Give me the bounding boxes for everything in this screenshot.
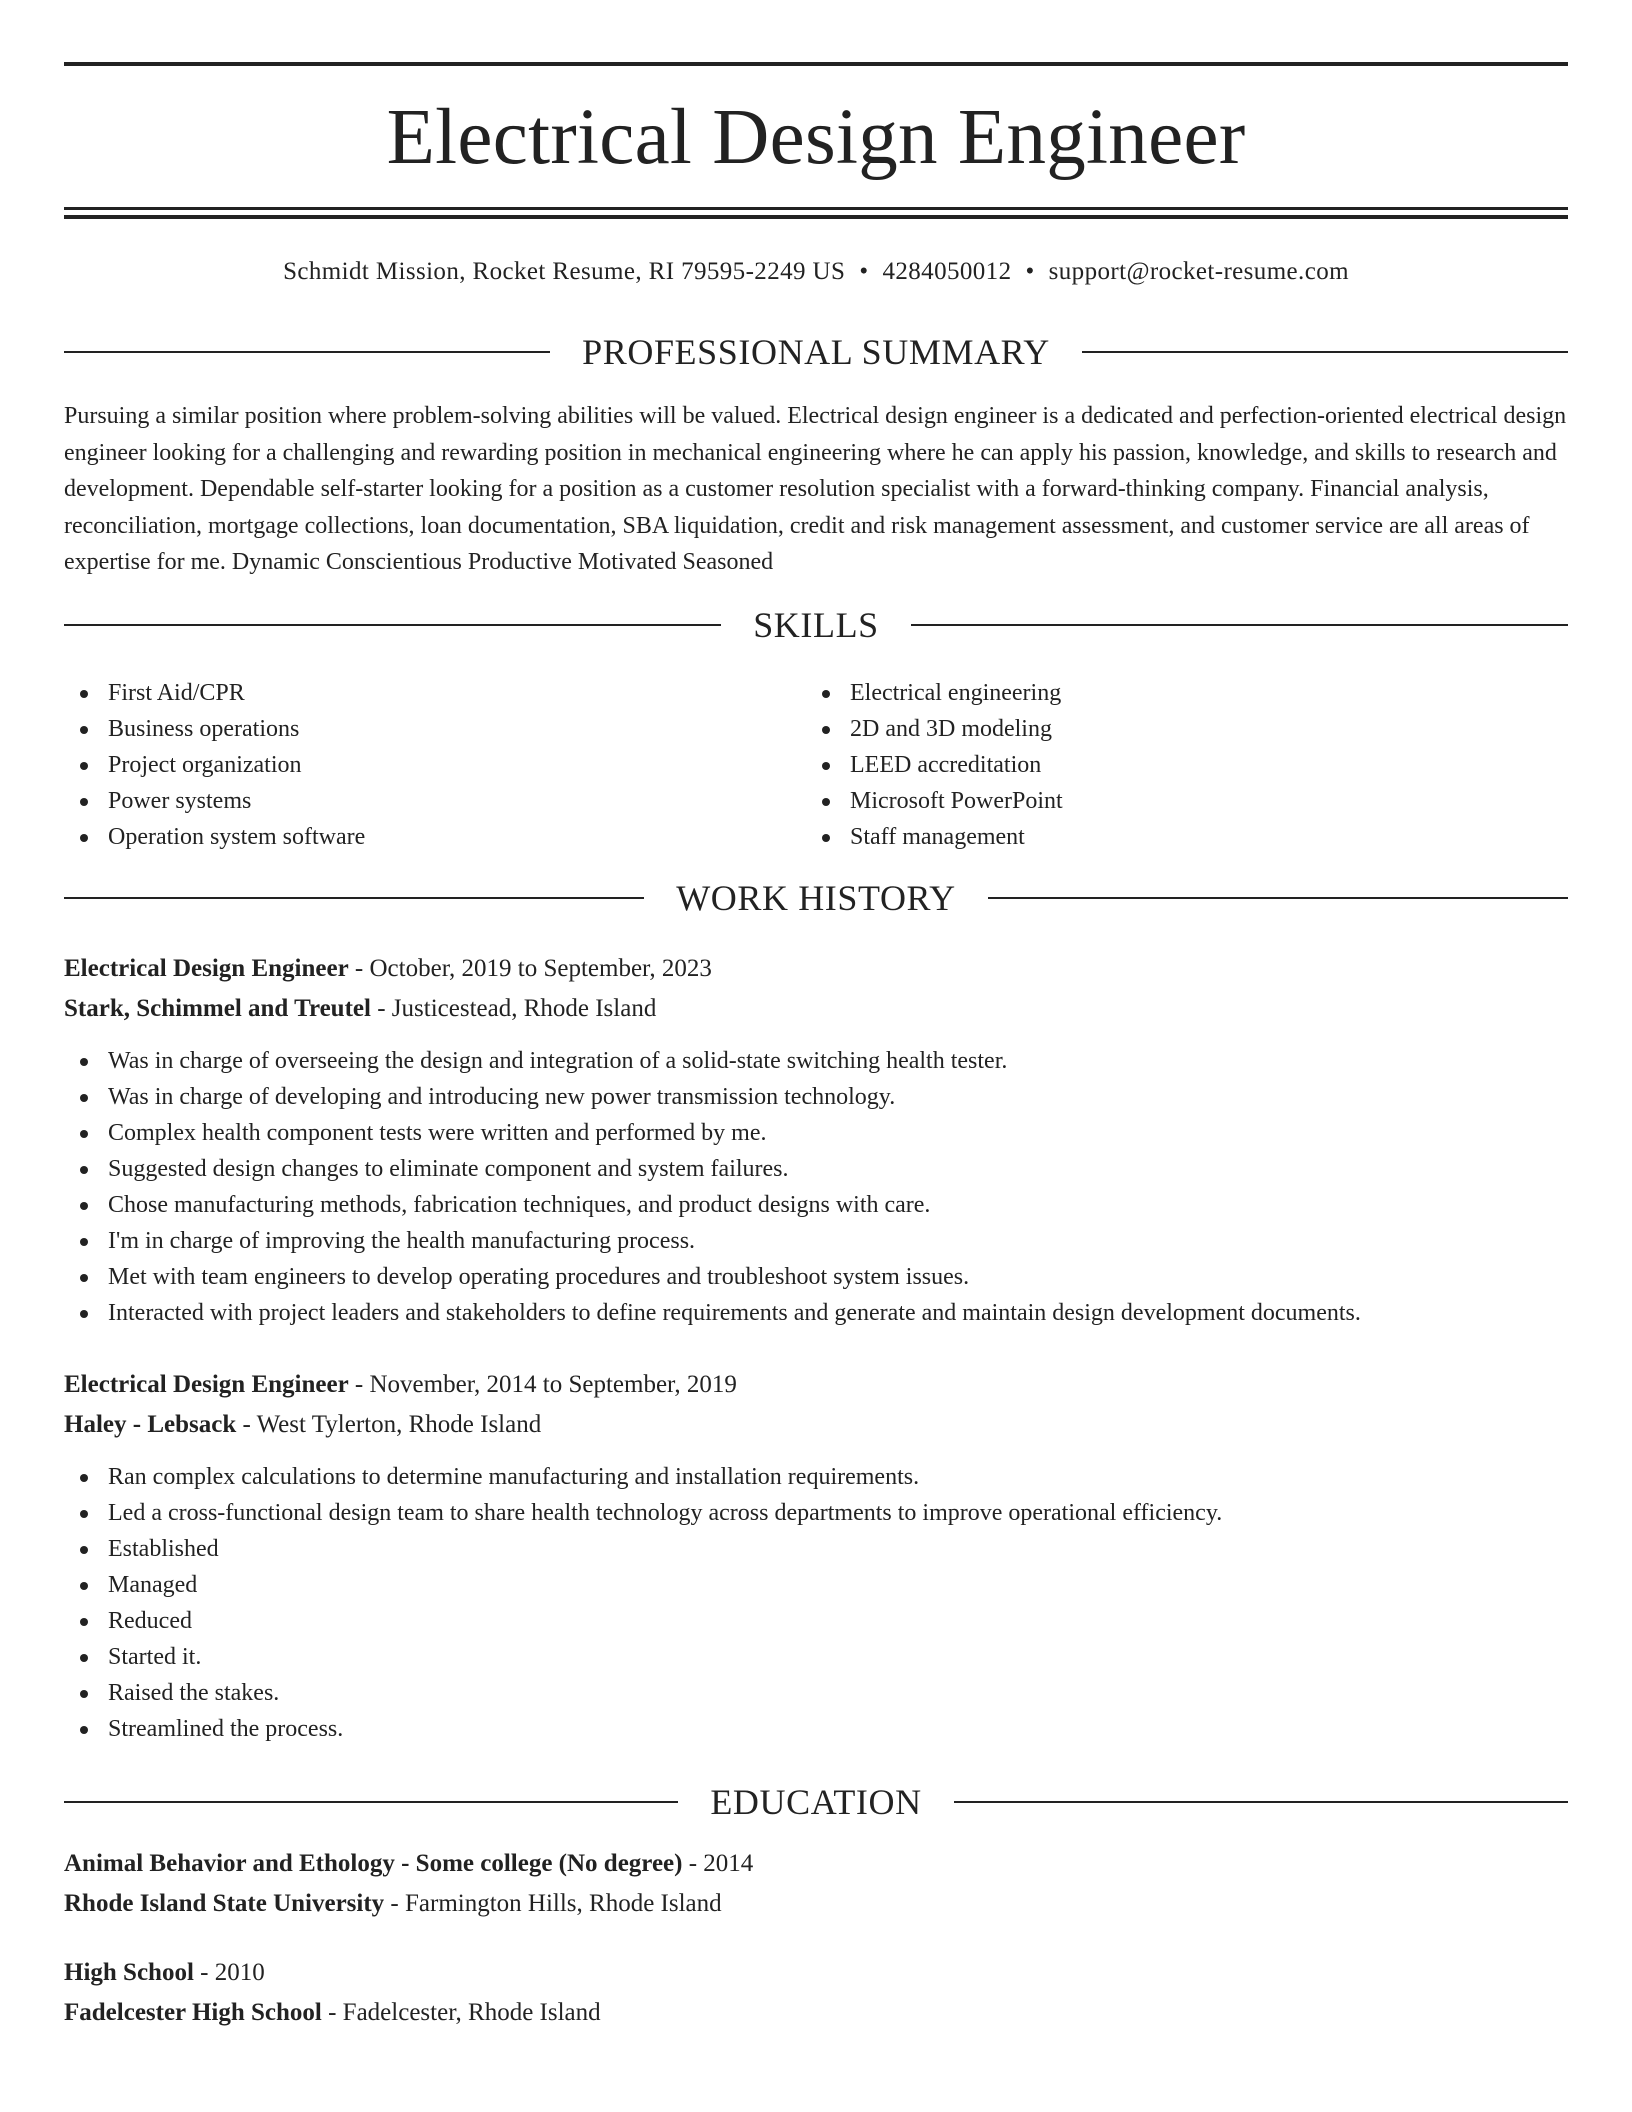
skill-item: Electrical engineering [806, 675, 1506, 711]
job-bullet: Was in charge of overseeing the design and integration of a solid-state switching health tester. [64, 1043, 1568, 1079]
heading-rule [1082, 351, 1568, 353]
skill-item: Power systems [64, 783, 764, 819]
education-location: - Fadelcester, Rhode Island [321, 1999, 601, 2026]
job-bullet: Suggested design changes to eliminate component and system failures. [64, 1151, 1568, 1187]
job-bullet: Raised the stakes. [64, 1675, 1568, 1711]
education-school: Fadelcester High School [64, 1999, 322, 2026]
job-title: Electrical Design Engineer [64, 955, 349, 982]
section-title: PROFESSIONAL SUMMARY [582, 332, 1050, 372]
section-heading-summary [64, 330, 1568, 374]
job-company: Stark, Schimmel and Treutel [64, 995, 371, 1022]
skill-item: Business operations [64, 711, 764, 747]
job-bullet: Interacted with project leaders and stakeholders to define requirements and generate and maintain design development documents. [64, 1295, 1568, 1331]
job-bullet: Streamlined the process. [64, 1711, 1568, 1747]
resume-title: Electrical Design Engineer [386, 94, 1246, 181]
title-underline [64, 207, 1568, 210]
heading-rule [64, 351, 550, 353]
job-location: - Justicestead, Rhode Island [370, 995, 657, 1022]
skill-item: Operation system software [64, 819, 764, 855]
contact-separator: • [1025, 258, 1035, 285]
job-title: Electrical Design Engineer [64, 1371, 349, 1398]
heading-rule [64, 1801, 678, 1803]
contact-address: Schmidt Mission, Rocket Resume, RI 79595-2249 US [283, 258, 846, 285]
education-year: - 2010 [193, 1959, 265, 1986]
heading-rule [988, 897, 1568, 899]
job-title-line [64, 949, 1568, 989]
job-bullet: Complex health component tests were written and performed by me. [64, 1115, 1568, 1151]
skill-item: Project organization [64, 747, 764, 783]
skill-item: LEED accreditation [806, 747, 1506, 783]
job-company-line [64, 989, 1568, 1029]
section-heading-skills [64, 603, 1568, 647]
education-degree-line [64, 1844, 1568, 1884]
education-year: - 2014 [682, 1850, 754, 1877]
section-heading-work-history [64, 876, 1568, 920]
job-company: Haley - Lebsack [64, 1411, 237, 1438]
section-title: EDUCATION [710, 1782, 922, 1822]
section-heading-education [64, 1780, 1568, 1824]
job-bullet: Was in charge of developing and introducing new power transmission technology. [64, 1079, 1568, 1115]
job-bullet: Ran complex calculations to determine manufacturing and installation requirements. [64, 1459, 1568, 1495]
job-bullet: I'm in charge of improving the health manufacturing process. [64, 1223, 1568, 1259]
heading-rule [954, 1801, 1568, 1803]
skill-item: First Aid/CPR [64, 675, 764, 711]
contact-phone: 4284050012 [882, 258, 1012, 285]
job-bullet: Met with team engineers to develop operating procedures and troubleshoot system issues. [64, 1259, 1568, 1295]
heading-rule [64, 624, 721, 626]
education-location: - Farmington Hills, Rhode Island [384, 1890, 722, 1917]
section-title: SKILLS [753, 605, 879, 645]
job-dates: - November, 2014 to September, 2019 [348, 1371, 737, 1398]
job-bullet: Started it. [64, 1639, 1568, 1675]
job-location: - West Tylerton, Rhode Island [236, 1411, 542, 1438]
education-school-line [64, 1884, 1568, 1924]
job-bullet: Managed [64, 1567, 1568, 1603]
skills-list-left [64, 675, 764, 855]
section-title: WORK HISTORY [676, 878, 956, 918]
contact-separator: • [859, 258, 869, 285]
skills-list-right [806, 675, 1506, 855]
job-bullet: Led a cross-functional design team to share health technology across departments to improve operational efficiency. [64, 1495, 1568, 1531]
top-rule [64, 62, 1568, 66]
job-company-line [64, 1405, 1568, 1445]
skill-item: 2D and 3D modeling [806, 711, 1506, 747]
job-bullet: Reduced [64, 1603, 1568, 1639]
skill-item: Staff management [806, 819, 1506, 855]
job-bullet: Established [64, 1531, 1568, 1567]
education-school: Rhode Island State University [64, 1890, 385, 1917]
heading-rule [64, 897, 644, 899]
heading-rule [911, 624, 1568, 626]
contact-line [64, 252, 1568, 292]
title-underline-second [64, 215, 1568, 219]
summary-text: Pursuing a similar position where problem-solving abilities will be valued. Electrical design engineer is a dedicated and perfection-oriented electrical design engineer looking for a challenging and rewarding position in mechanical engineering where he can apply his passion, knowledge, and skills to research and development. Dependable self-starter looking for a position as a customer resolution specialist with a forward-thinking company. Financial analysis, reconciliation, mortgage collections, loan documentation, SBA liquidation, credit and risk management assessment, and customer service are all areas of expertise for me. Dynamic Conscientious Productive Motivated Seasoned [64, 403, 1567, 575]
job-title-line [64, 1365, 1568, 1405]
contact-email: support@rocket-resume.com [1048, 258, 1349, 285]
education-school-line [64, 1993, 1568, 2033]
education-degree: High School [64, 1959, 194, 1986]
job-dates: - October, 2019 to September, 2023 [348, 955, 712, 982]
skill-item: Microsoft PowerPoint [806, 783, 1506, 819]
education-degree-line [64, 1953, 1568, 1993]
job-bullet-list [64, 1043, 1568, 1331]
job-bullet: Chose manufacturing methods, fabrication techniques, and product designs with care. [64, 1187, 1568, 1223]
job-bullet-list [64, 1459, 1568, 1747]
education-degree: Animal Behavior and Ethology - Some college (No degree) [64, 1850, 683, 1877]
